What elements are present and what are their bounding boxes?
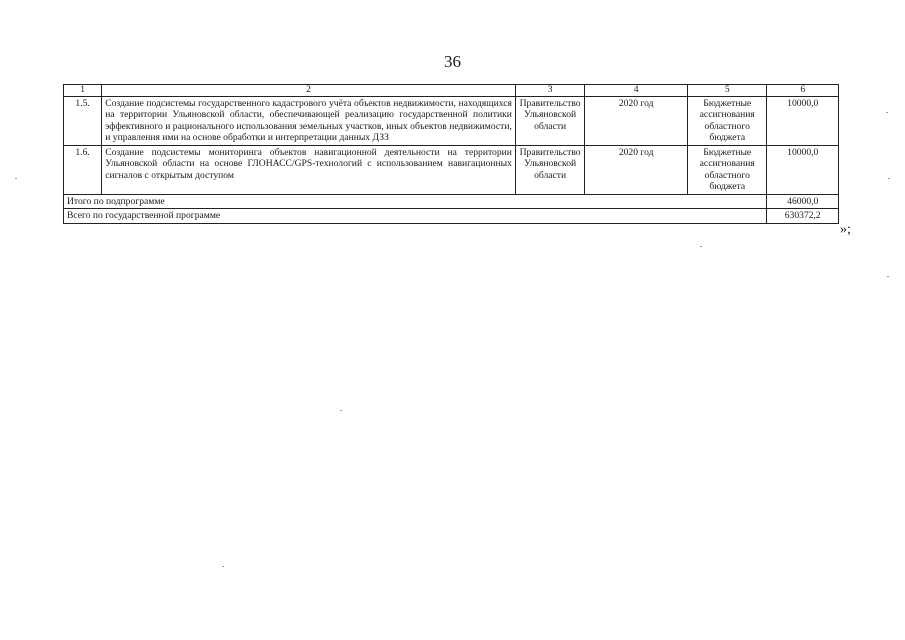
header-col-5: 5 bbox=[687, 85, 767, 97]
subtotal-value: 46000,0 bbox=[767, 194, 839, 209]
header-col-4: 4 bbox=[585, 85, 688, 97]
program-table bbox=[63, 84, 839, 224]
scan-speck bbox=[700, 246, 702, 247]
subtotal-row bbox=[64, 194, 839, 209]
subtotal-label: Итого по подпрограмме bbox=[64, 194, 767, 209]
scan-speck bbox=[888, 178, 890, 179]
closing-quote-mark: »; bbox=[840, 222, 851, 237]
total-row bbox=[64, 209, 839, 224]
row-amount: 10000,0 bbox=[767, 145, 839, 194]
total-value: 630372,2 bbox=[767, 209, 839, 224]
scan-speck bbox=[886, 112, 888, 113]
scan-speck bbox=[222, 566, 224, 567]
row-description: Создание подсистемы мониторинга объектов навигационной деятельности на территории Ульяновской области на основе ГЛОНАСС/GPS-технологий с использованием навигационных сигналов с открытым доступом bbox=[102, 145, 516, 194]
header-col-6: 6 bbox=[767, 85, 839, 97]
scan-speck bbox=[887, 276, 889, 277]
row-executor: Правительство Ульяновской области bbox=[515, 96, 584, 145]
table-header-row bbox=[64, 85, 839, 97]
header-col-3: 3 bbox=[515, 85, 584, 97]
header-col-1: 1 bbox=[64, 85, 102, 97]
row-year: 2020 год bbox=[585, 96, 688, 145]
scan-speck bbox=[15, 178, 17, 179]
row-number: 1.5. bbox=[64, 96, 102, 145]
page-number: 36 bbox=[444, 52, 461, 71]
row-funding-source: Бюджетные ассигнования областного бюджета bbox=[687, 145, 767, 194]
total-label: Всего по государственной программе bbox=[64, 209, 767, 224]
table-row bbox=[64, 145, 839, 194]
row-amount: 10000,0 bbox=[767, 96, 839, 145]
scan-speck bbox=[340, 410, 342, 411]
header-col-2: 2 bbox=[102, 85, 516, 97]
row-funding-source: Бюджетные ассигнования областного бюджета bbox=[687, 96, 767, 145]
row-executor: Правительство Ульяновской области bbox=[515, 145, 584, 194]
row-year: 2020 год bbox=[585, 145, 688, 194]
row-description: Создание подсистемы государственного кадастрового учёта объектов недвижимости, находящихся на территории Ульяновской области, обеспечивающей реализацию государственной политики эффективного и рационального использования земельных участков, иных объектов недвижимости, и управления ими на основе обработки и интерпретации данных ДЗЗ bbox=[102, 96, 516, 145]
row-number: 1.6. bbox=[64, 145, 102, 194]
table-row bbox=[64, 96, 839, 145]
